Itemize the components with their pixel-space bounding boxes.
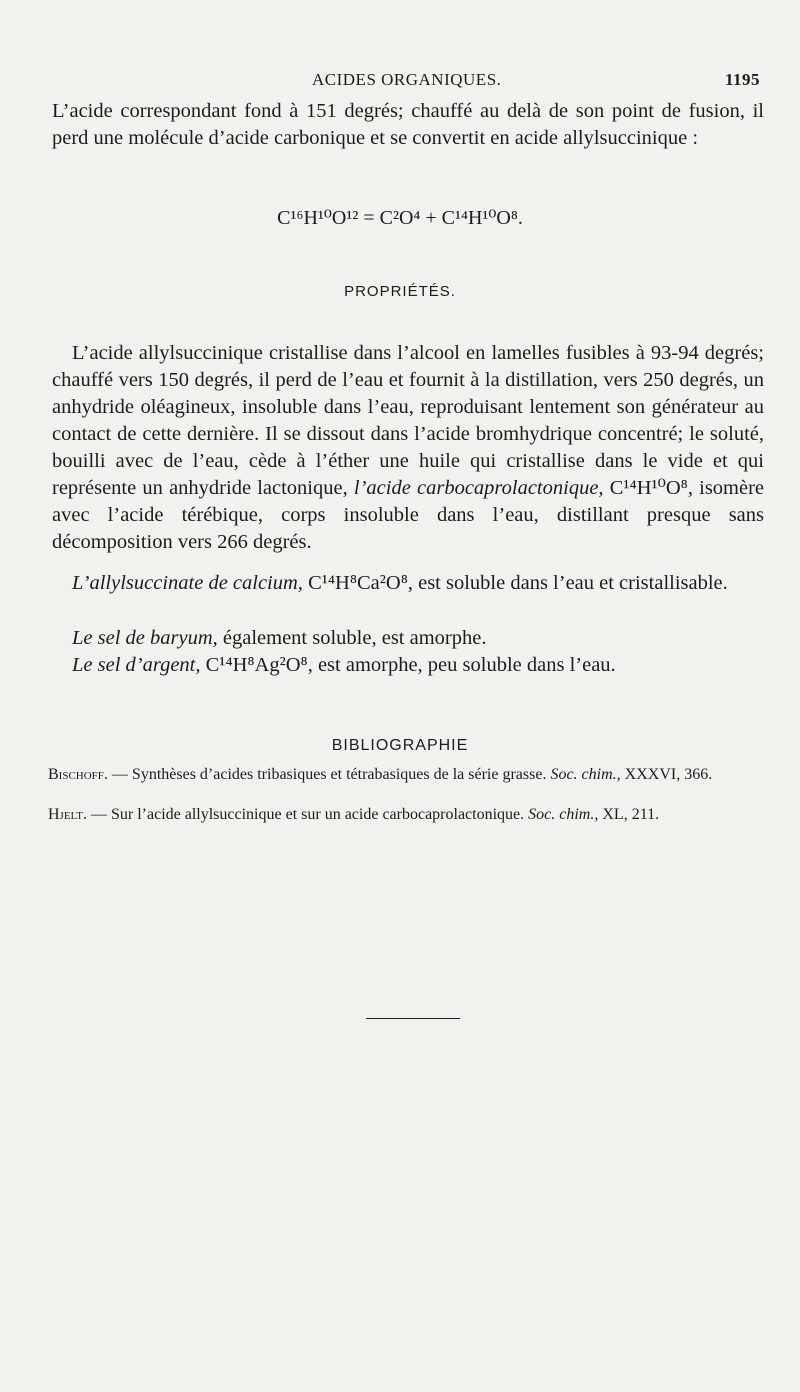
properties-paragraph (52, 340, 764, 556)
ref-author: Bischoff. (48, 766, 108, 783)
properties-text-2: C¹⁴H¹⁰O⁸, isomère avec l’acide térébique, corps insoluble dans l’eau, distillant presque sans décomposition vers 266 degrés. (52, 477, 765, 553)
salt-text: également soluble, est amorphe. (217, 627, 487, 649)
salt-argent (52, 652, 764, 679)
salt-baryum (52, 625, 764, 652)
salt-term: Le sel de baryum, (72, 627, 218, 649)
salt-term: L’allylsuccinate de calcium, (72, 572, 303, 594)
ref-tail: XL, 211. (598, 806, 660, 823)
header-title: ACIDES ORGANIQUES. (312, 70, 502, 89)
end-rule (366, 1018, 460, 1019)
intro-paragraph: L’acide correspondant fond à 151 degrés; chauffé au delà de son point de fusion, il perd une molécule d’acide carbonique et se convertit en acide allylsuccinique : (52, 100, 764, 149)
ref-tail: XXXVI, 366. (620, 766, 713, 783)
ref-text: — Synthèses d’acides tribasiques et tétrabasiques de la série grasse. (107, 766, 551, 783)
salt-text: C¹⁴H⁸Ca²O⁸, est soluble dans l’eau et cristallisable. (302, 572, 728, 594)
ref-journal: Soc. chim., (550, 766, 621, 783)
bibliography-entry (48, 765, 764, 784)
bibliography-entry (48, 805, 764, 824)
running-header (52, 62, 760, 92)
page-number: 1195 (724, 70, 760, 89)
ref-journal: Soc. chim., (528, 806, 599, 823)
show-through-text (60, 820, 760, 1380)
salt-calcium (52, 570, 764, 597)
ref-author: Hjelt. (48, 806, 87, 823)
properties-text-1: L’acide allylsuccinique cristallise dans l’alcool en lamelles fusibles à 93-94 degrés; chauffé vers 150 degrés, il perd de l’eau et fournit à la distillation, vers 250 degrés, un anhydride oléagineux, insoluble dans l’eau, reproduisant lentement son générateur au contact de cette dernière. Il se dissout dans l’acide bromhydrique concentré; le soluté, bouilli avec de l’eau, cède à l’éther une huile qui cristallise dans le vide et qui représente un anhydride lactonique, (52, 342, 764, 499)
section-heading: PROPRIÉTÉS. (344, 283, 456, 300)
chemical-equation: C¹⁶H¹⁰O¹² = C²O⁴ + C¹⁴H¹⁰O⁸. (277, 207, 523, 229)
properties-term: l’acide carbocaprolactonique, (353, 477, 604, 499)
salt-term: Le sel d’argent, (72, 654, 201, 676)
bibliography-heading: BIBLIOGRAPHIE (331, 737, 469, 754)
salt-text: C¹⁴H⁸Ag²O⁸, est amorphe, peu soluble dans l’eau. (200, 654, 616, 676)
ref-text: — Sur l’acide allylsuccinique et sur un acide carbocaprolactonique. (86, 806, 529, 823)
